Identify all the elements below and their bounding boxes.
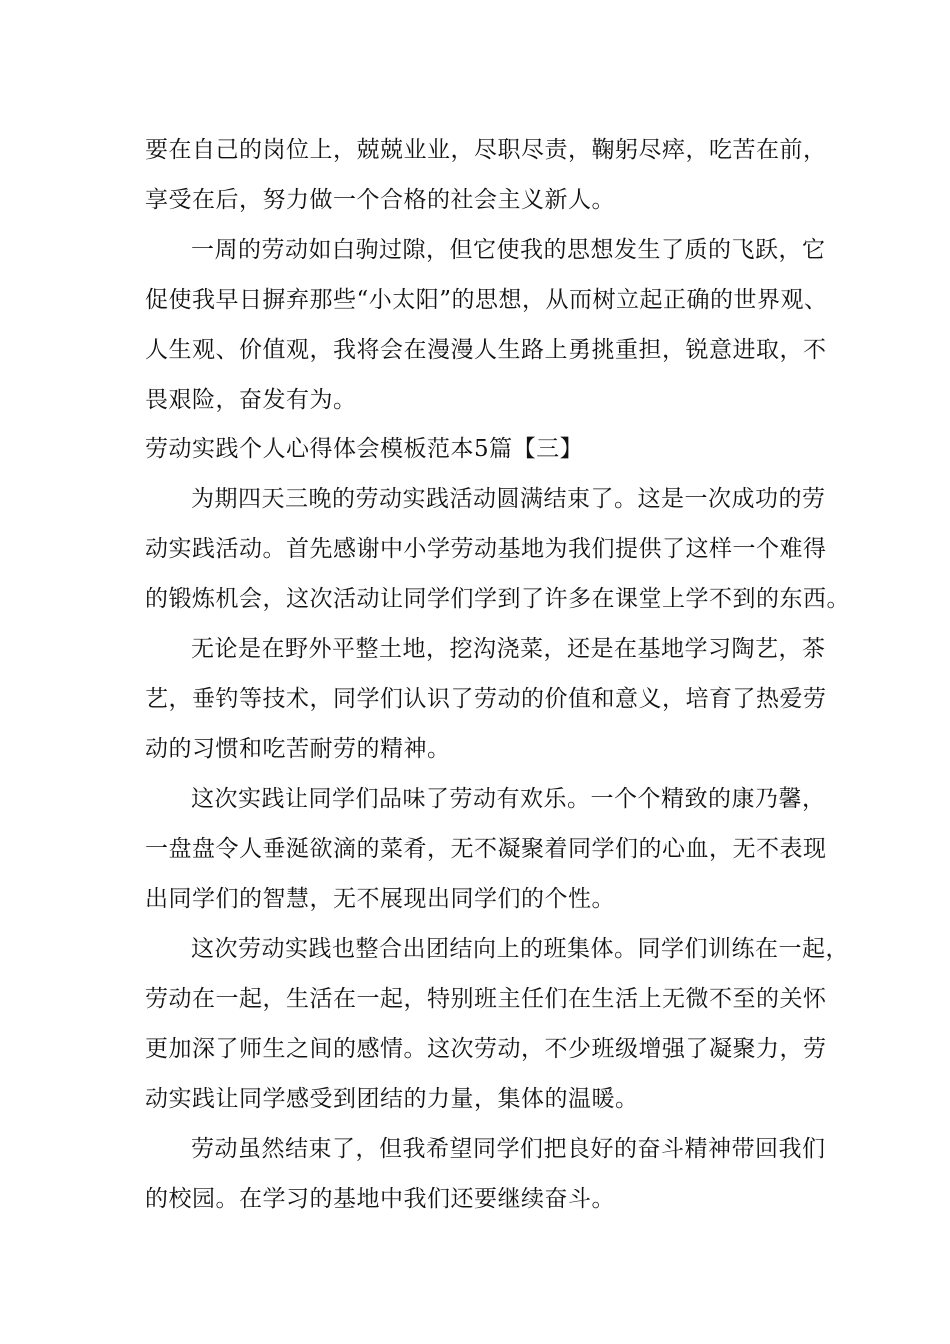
paragraph-line: 无论是在野外平整土地，挖沟浇菜，还是在基地学习陶艺，茶: [191, 636, 826, 662]
paragraph-line: 畏艰险，奋发有为。: [145, 387, 357, 413]
paragraph-line: 享受在后，努力做一个合格的社会主义新人。: [145, 187, 615, 213]
paragraph-line: 艺，垂钓等技术，同学们认识了劳动的价值和意义，培育了热爱劳: [145, 686, 827, 712]
paragraph-line: 一盘盘令人垂涎欲滴的菜肴，无不凝聚着同学们的心血，无不表现: [145, 836, 827, 862]
paragraph-line: 劳动在一起，生活在一起，特别班主任们在生活上无微不至的关怀: [145, 986, 827, 1012]
paragraph-line: 促使我早日摒弃那些“小太阳”的思想，从而树立起正确的世界观、: [145, 287, 828, 313]
paragraph-line: 为期四天三晚的劳动实践活动圆满结束了。这是一次成功的劳: [191, 486, 826, 512]
section-heading: 劳动实践个人心得体会模板范本5篇【三】: [145, 436, 584, 462]
paragraph-line: 动的习惯和吃苦耐劳的精神。: [145, 736, 451, 762]
paragraph-line: 这次实践让同学们品味了劳动有欢乐。一个个精致的康乃馨，: [191, 786, 826, 812]
paragraph-line: 的锻炼机会，这次活动让同学们学到了许多在课堂上学不到的东西。: [145, 586, 850, 612]
paragraph-line: 更加深了师生之间的感情。这次劳动，不少班级增强了凝聚力，劳: [145, 1036, 827, 1062]
paragraph-line: 人生观、价值观，我将会在漫漫人生路上勇挑重担，锐意进取，不: [145, 337, 827, 363]
paragraph-line: 动实践让同学感受到团结的力量，集体的温暖。: [145, 1086, 639, 1112]
paragraph-line: 的校园。在学习的基地中我们还要继续奋斗。: [145, 1186, 615, 1212]
paragraph-line: 出同学们的智慧，无不展现出同学们的个性。: [145, 886, 615, 912]
paragraph-line: 劳动虽然结束了，但我希望同学们把良好的奋斗精神带回我们: [191, 1136, 826, 1162]
paragraph-line: 这次劳动实践也整合出团结向上的班集体。同学们训练在一起，: [191, 936, 849, 962]
paragraph-line: 一周的劳动如白驹过隙，但它使我的思想发生了质的飞跃，它: [191, 237, 826, 263]
paragraph-line: 动实践活动。首先感谢中小学劳动基地为我们提供了这样一个难得: [145, 536, 827, 562]
paragraph-line: 要在自己的岗位上，兢兢业业，尽职尽责，鞠躬尽瘁，吃苦在前，: [145, 137, 827, 163]
